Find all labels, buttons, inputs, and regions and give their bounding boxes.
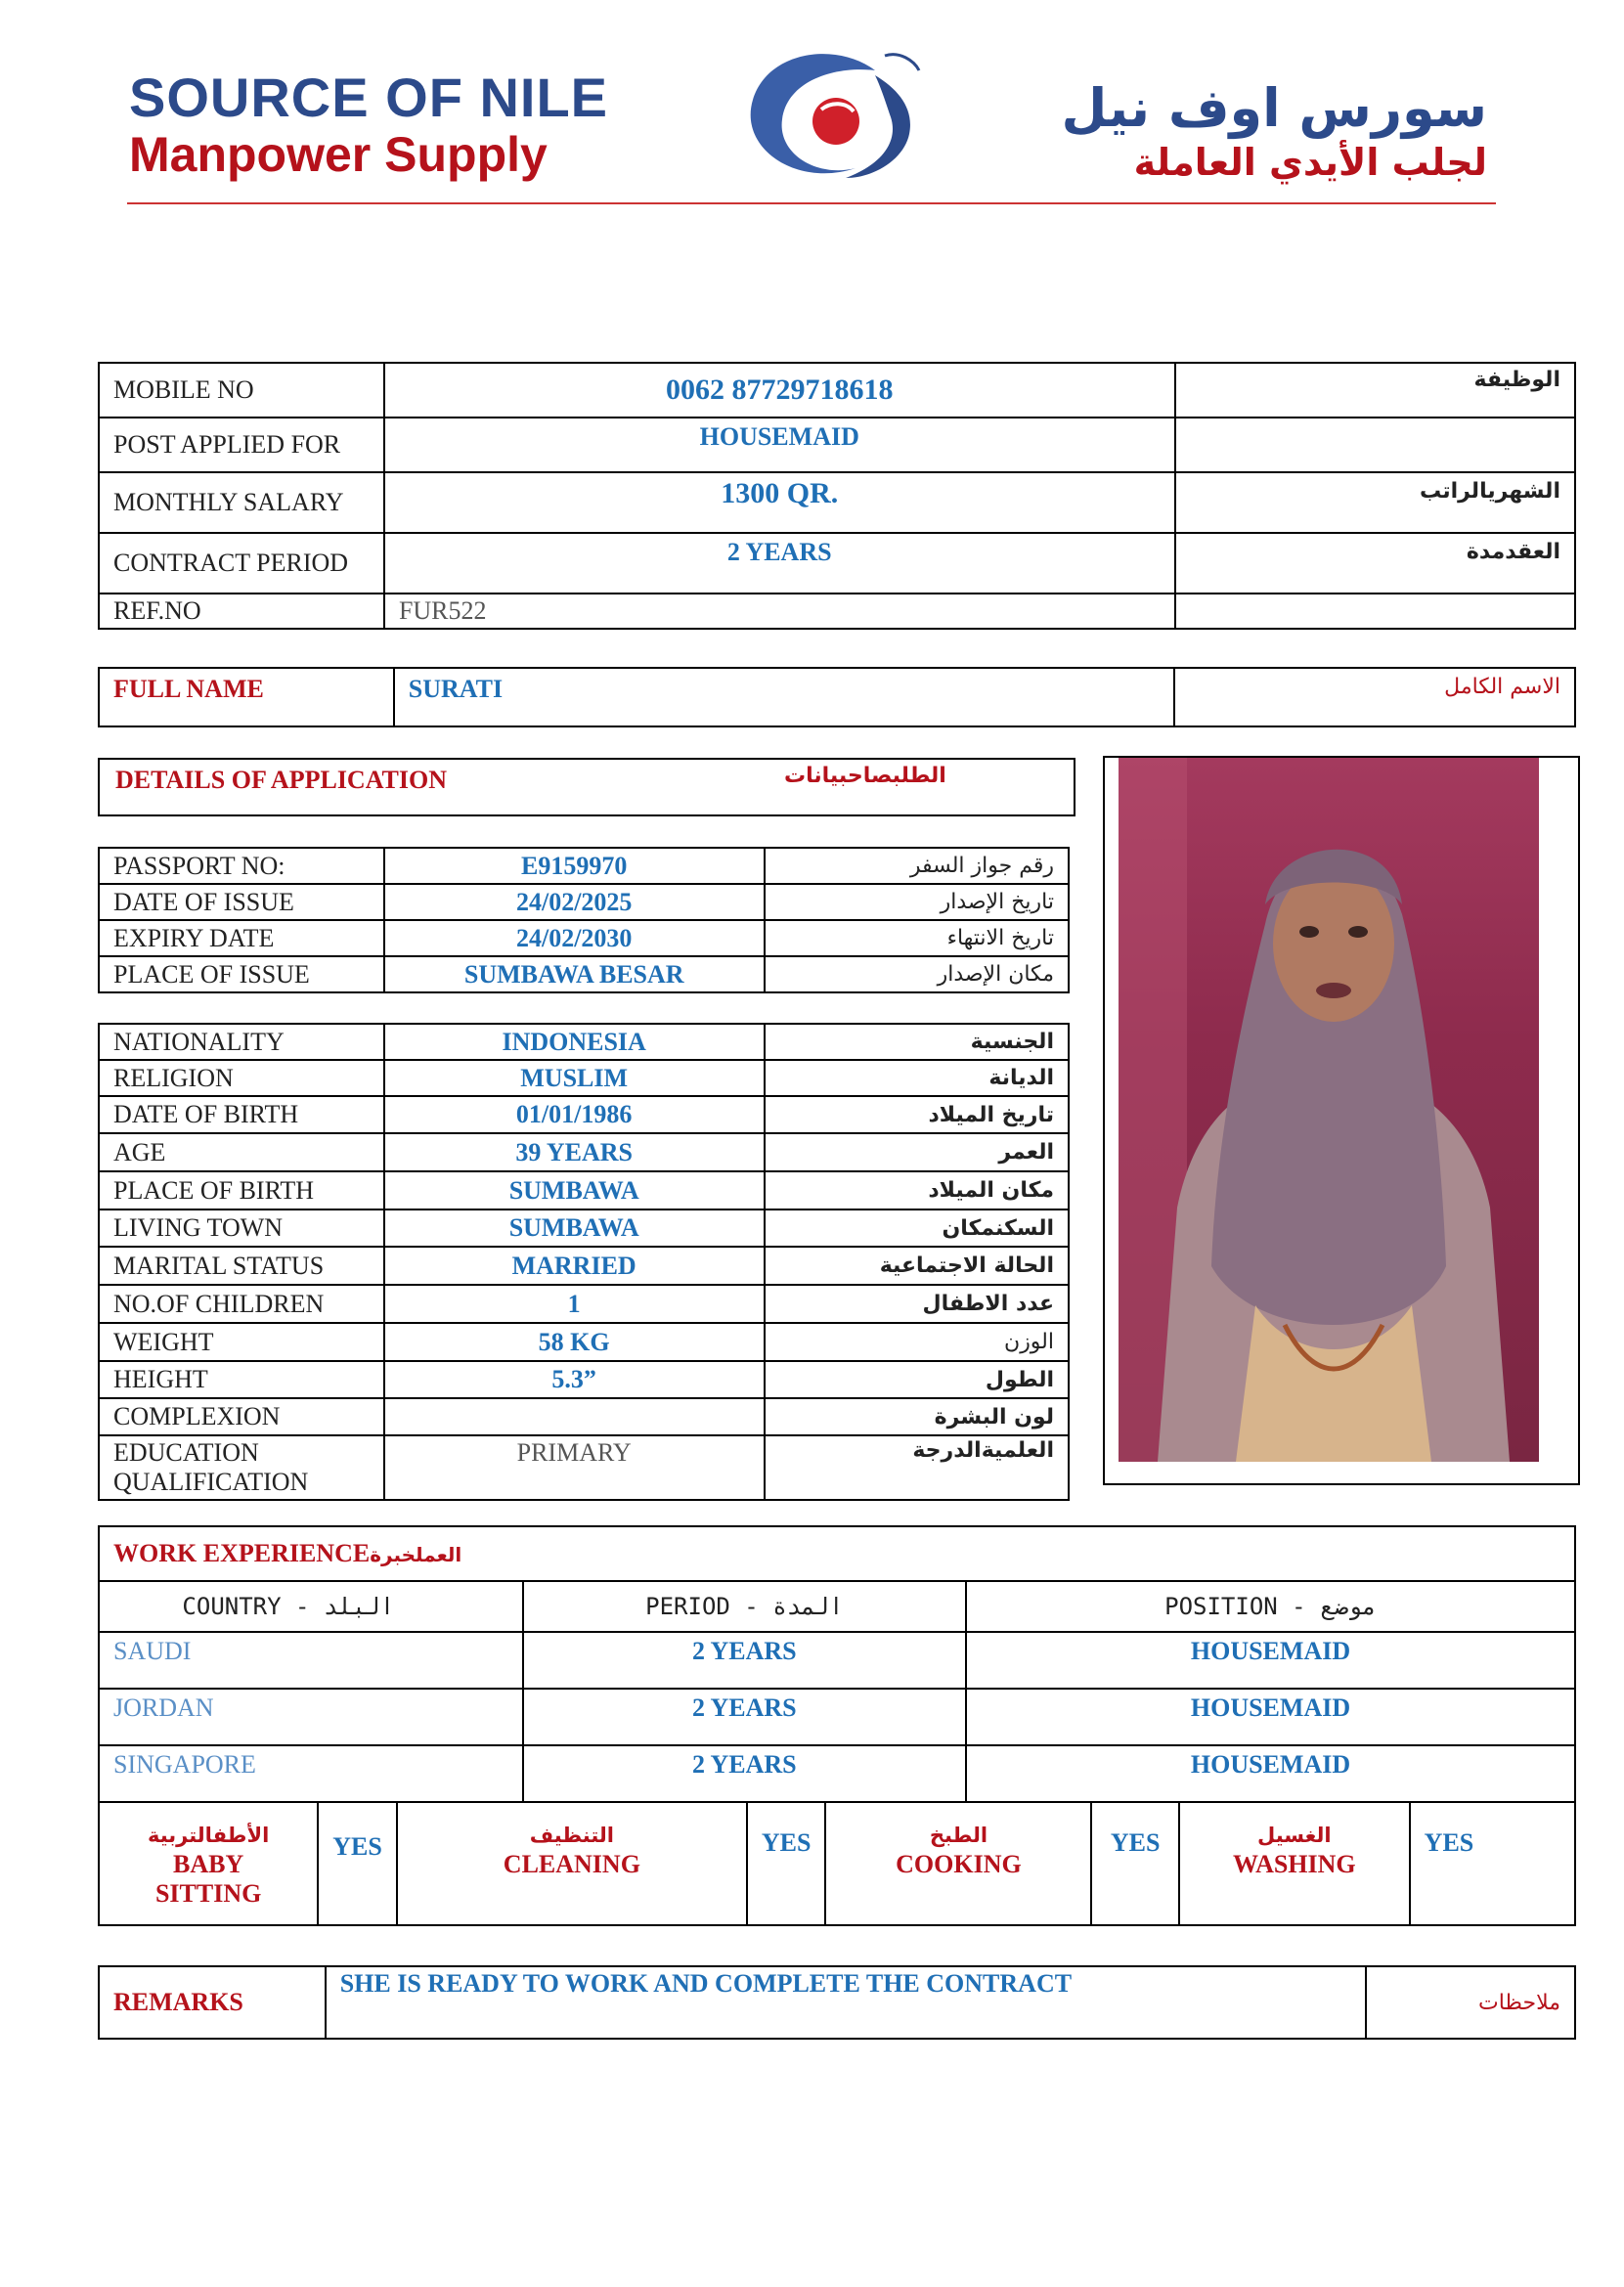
company-logo-icon	[728, 41, 944, 188]
company-name-en	[129, 68, 608, 182]
table-row	[99, 1209, 1069, 1247]
skill-cooking-en1: COOKING	[896, 1850, 1022, 1878]
ref-value: FUR522	[384, 594, 1175, 629]
remarks-value: SHE IS READY TO WORK AND COMPLETE THE CONTRACT	[326, 1966, 1367, 2039]
skill-cooking-answer: YES	[1091, 1802, 1179, 1925]
skill-cleaning-answer: YES	[747, 1802, 826, 1925]
company-name-ar	[1062, 78, 1487, 186]
personal-table	[98, 1023, 1070, 1501]
complexion-label: COMPLEXION	[99, 1398, 384, 1435]
pob-ar: مكان الميلاد	[765, 1171, 1069, 1209]
full-name-table	[98, 667, 1576, 727]
work-country-1: SAUDI	[99, 1632, 523, 1689]
skill-baby-sitting-en1: BABY	[173, 1850, 244, 1878]
table-row	[99, 1632, 1575, 1689]
passport-table	[98, 847, 1070, 993]
religion-ar: الديانة	[765, 1060, 1069, 1096]
age-ar: العمر	[765, 1133, 1069, 1171]
post-value: HOUSEMAID	[384, 418, 1175, 472]
table-row	[99, 956, 1069, 992]
place-issue-value: SUMBAWA BESAR	[384, 956, 765, 992]
height-value: 5.3”	[384, 1361, 765, 1398]
work-country-2: JORDAN	[99, 1689, 523, 1745]
salary-ar: الشهريالراتب	[1175, 472, 1575, 533]
children-label: NO.OF CHILDREN	[99, 1285, 384, 1323]
skill-baby-sitting-answer: YES	[318, 1802, 397, 1925]
salary-label: MONTHLY SALARY	[99, 472, 384, 533]
work-period-1: 2 YEARS	[523, 1632, 966, 1689]
full-name-ar: الاسم الكامل	[1174, 668, 1575, 726]
details-label: DETAILS OF APPLICATION	[115, 766, 448, 794]
skill-baby-sitting-en2: SITTING	[154, 1879, 262, 1908]
expiry-date-label: EXPIRY DATE	[99, 920, 384, 956]
complexion-value	[384, 1398, 765, 1435]
skill-cleaning-ar: التنظيف	[529, 1824, 614, 1847]
table-row	[99, 1361, 1069, 1398]
dob-value: 01/01/1986	[384, 1096, 765, 1133]
top-info-table	[98, 362, 1576, 630]
table-row	[99, 1966, 1575, 2039]
skill-washing-en1: WASHING	[1232, 1850, 1356, 1878]
table-row	[99, 1060, 1069, 1096]
expiry-date-ar: تاريخ الانتهاء	[765, 920, 1069, 956]
work-experience-ar: العملخبرة	[370, 1543, 462, 1566]
details-ar: الطلبصاحبيانات	[784, 764, 946, 788]
header-divider	[127, 202, 1496, 204]
table-row	[99, 1171, 1069, 1209]
skill-cleaning	[397, 1802, 747, 1925]
issue-date-ar: تاريخ الإصدار	[765, 884, 1069, 920]
living-town-value: SUMBAWA	[384, 1209, 765, 1247]
ref-ar	[1175, 594, 1575, 629]
table-row	[99, 848, 1069, 884]
table-row	[99, 1285, 1069, 1323]
table-row	[99, 1323, 1069, 1361]
skill-washing	[1179, 1802, 1410, 1925]
company-name-ar-line1: سورس اوف نيل	[1061, 77, 1487, 139]
table-row	[99, 1133, 1069, 1171]
passport-no-label: PASSPORT NO:	[99, 848, 384, 884]
remarks-ar: ملاحظات	[1366, 1966, 1575, 2039]
table-row	[99, 920, 1069, 956]
dob-label: DATE OF BIRTH	[99, 1096, 384, 1133]
complexion-ar: لون البشرة	[765, 1398, 1069, 1435]
company-name-ar-line2: لجلب الأيدي العاملة	[1133, 141, 1487, 184]
table-row	[99, 418, 1575, 472]
work-experience-table	[98, 1525, 1576, 1803]
children-value: 1	[384, 1285, 765, 1323]
education-label	[99, 1435, 384, 1500]
weight-ar: الوزن	[765, 1323, 1069, 1361]
table-row	[99, 1096, 1069, 1133]
dob-ar: تاريخ الميلاد	[765, 1096, 1069, 1133]
table-row	[99, 1802, 1575, 1925]
skill-washing-ar: الغسيل	[1256, 1824, 1332, 1847]
table-row	[99, 668, 1575, 726]
marital-ar: الحالة الاجتماعية	[765, 1247, 1069, 1285]
table-row	[99, 1024, 1069, 1060]
mobile-label: MOBILE NO	[99, 363, 384, 418]
contract-ar: العقدمدة	[1175, 533, 1575, 594]
table-row	[99, 1745, 1575, 1802]
work-experience-title	[99, 1526, 1575, 1581]
remarks-label: REMARKS	[99, 1966, 326, 2039]
company-name-en-line2: Manpower Supply	[129, 127, 548, 182]
work-period-3: 2 YEARS	[523, 1745, 966, 1802]
expiry-date-value: 24/02/2030	[384, 920, 765, 956]
table-row	[99, 363, 1575, 418]
work-experience-label: WORK EXPERIENCE	[113, 1539, 371, 1567]
table-row	[99, 1398, 1069, 1435]
children-ar: عدد الاطفال	[765, 1285, 1069, 1323]
marital-value: MARRIED	[384, 1247, 765, 1285]
full-name-label: FULL NAME	[99, 668, 394, 726]
salary-value: 1300 QR.	[384, 472, 1175, 533]
religion-value: MUSLIM	[384, 1060, 765, 1096]
height-label: HEIGHT	[99, 1361, 384, 1398]
post-ar	[1175, 418, 1575, 472]
applicant-photo	[1119, 758, 1539, 1462]
table-row	[99, 1689, 1575, 1745]
mobile-ar: الوظيفة	[1175, 363, 1575, 418]
pob-label: PLACE OF BIRTH	[99, 1171, 384, 1209]
col-position: POSITION - موضع	[966, 1581, 1575, 1632]
education-ar: العلميةالدرجة	[765, 1435, 1069, 1500]
ref-label: REF.NO	[99, 594, 384, 629]
nationality-label: NATIONALITY	[99, 1024, 384, 1060]
living-town-label: LIVING TOWN	[99, 1209, 384, 1247]
age-label: AGE	[99, 1133, 384, 1171]
table-row	[99, 1247, 1069, 1285]
work-position-3: HOUSEMAID	[966, 1745, 1575, 1802]
skill-baby-sitting-ar: الأطفالتربية	[147, 1824, 270, 1847]
place-issue-ar: مكان الإصدار	[765, 956, 1069, 992]
table-row	[99, 1581, 1575, 1632]
skills-table	[98, 1801, 1576, 1926]
nationality-value: INDONESIA	[384, 1024, 765, 1060]
skill-cooking	[825, 1802, 1091, 1925]
education-label-line1: EDUCATION	[113, 1438, 259, 1467]
table-row	[99, 884, 1069, 920]
table-row	[99, 533, 1575, 594]
weight-label: WEIGHT	[99, 1323, 384, 1361]
skill-cooking-ar: الطبخ	[929, 1824, 988, 1847]
work-period-2: 2 YEARS	[523, 1689, 966, 1745]
age-value: 39 YEARS	[384, 1133, 765, 1171]
applicant-photo-frame	[1103, 756, 1580, 1485]
col-period: PERIOD - المدة	[523, 1581, 966, 1632]
contract-label: CONTRACT PERIOD	[99, 533, 384, 594]
skill-washing-answer: YES	[1410, 1802, 1575, 1925]
living-town-ar: السكنمكان	[765, 1209, 1069, 1247]
remarks-table	[98, 1965, 1576, 2040]
weight-value: 58 KG	[384, 1323, 765, 1361]
passport-no-ar: رقم جواز السفر	[765, 848, 1069, 884]
education-value: PRIMARY	[384, 1435, 765, 1500]
full-name-value: SURATI	[394, 668, 1175, 726]
company-name-en-line1: SOURCE OF NILE	[129, 66, 609, 128]
table-row	[99, 1526, 1575, 1581]
work-position-1: HOUSEMAID	[966, 1632, 1575, 1689]
nationality-ar: الجنسية	[765, 1024, 1069, 1060]
col-country: COUNTRY - البلد	[99, 1581, 523, 1632]
education-label-line2: QUALIFICATION	[113, 1468, 309, 1496]
passport-no-value: E9159970	[384, 848, 765, 884]
pob-value: SUMBAWA	[384, 1171, 765, 1209]
table-row	[99, 472, 1575, 533]
marital-label: MARITAL STATUS	[99, 1247, 384, 1285]
issue-date-value: 24/02/2025	[384, 884, 765, 920]
mobile-value: 0062 87729718618	[384, 363, 1175, 418]
table-row	[99, 594, 1575, 629]
height-ar: الطول	[765, 1361, 1069, 1398]
table-row	[99, 1435, 1069, 1500]
details-header	[98, 758, 1075, 816]
place-issue-label: PLACE OF ISSUE	[99, 956, 384, 992]
skill-baby-sitting	[99, 1802, 318, 1925]
religion-label: RELIGION	[99, 1060, 384, 1096]
contract-value: 2 YEARS	[384, 533, 1175, 594]
issue-date-label: DATE OF ISSUE	[99, 884, 384, 920]
skill-cleaning-en1: CLEANING	[503, 1850, 640, 1878]
work-country-3: SINGAPORE	[99, 1745, 523, 1802]
work-position-2: HOUSEMAID	[966, 1689, 1575, 1745]
post-label: POST APPLIED FOR	[99, 418, 384, 472]
